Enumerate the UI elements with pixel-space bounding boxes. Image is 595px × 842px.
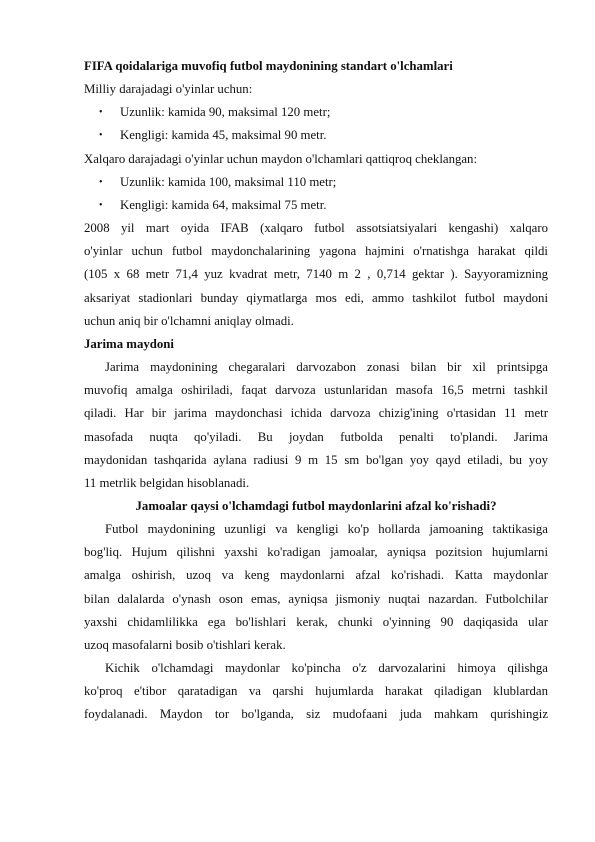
list-item-text: Kengligi: kamida 45, maksimal 90 metr. — [120, 128, 327, 143]
list-item-text: Kengligi: kamida 64, maksimal 75 metr. — [120, 197, 327, 212]
paragraph-tactics — [84, 518, 548, 657]
paragraph-line: yaxshi chidamlilikka ega bo'lishlari kerak, chunki o'yinning 90 daqiqasida ular — [84, 614, 548, 629]
paragraph-line: qiladi. Har bir jarima maydonchasi ichida darvoza chizig'ining o'rtasidan 11 metr — [84, 406, 548, 421]
paragraph-line: o'yinlar uchun futbol maydonchalarining yagona hajmini o'rnatishga harakat qildi — [84, 244, 548, 259]
paragraph-line: Jarima maydonining chegaralari darvozabon zonasi bilan bir xil printsipga — [105, 360, 548, 375]
document-page — [84, 55, 548, 727]
bullet-icon: • — [99, 176, 103, 188]
list-item — [84, 194, 548, 217]
paragraph-line: amalga oshirish, uzoq va keng maydonlarni afzal ko'rishadi. Katta maydonlar — [84, 568, 548, 583]
paragraph-line: aksariyat stadionlari bunday qiymatlarga mos edi, ammo tashkilot futbol maydoni — [84, 290, 548, 305]
list-item-text: Uzunlik: kamida 90, maksimal 120 metr; — [120, 105, 331, 120]
list-item-text: Uzunlik: kamida 100, maksimal 110 metr; — [120, 174, 337, 189]
paragraph-line: muvofiq amalga oshiriladi, faqat darvoza ustunlaridan masofa 16,5 metrni tashkil — [84, 383, 548, 398]
bullet-icon: • — [99, 107, 103, 119]
international-matches-label: Xalqaro darajadagi o'yinlar uchun maydon o'lchamlari qattiqroq cheklangan: — [84, 151, 477, 166]
paragraph-line: Futbol maydonining uzunligi va kengligi ko'p hollarda jamoaning taktikasiga — [105, 522, 548, 537]
paragraph-line: uzoq masofalarni bosib o'tishlari kerak. — [84, 637, 286, 652]
paragraph-line: 11 metrlik belgidan hisoblanadi. — [84, 475, 250, 490]
international-dimensions-list — [84, 171, 548, 217]
bullet-icon: • — [99, 130, 103, 142]
list-item — [84, 171, 548, 194]
section-heading-penalty-area: Jarima maydoni — [84, 336, 174, 351]
paragraph-line: ko'proq e'tibor qaratadigan va qarshi hujumlarda harakat qiladigan klublardan — [84, 684, 548, 699]
list-item — [84, 124, 548, 147]
paragraph-line: bilan dalalarda o'ynash oson emas, ayniqsa jismoniy nuqtai nazardan. Futbolchilar — [84, 591, 548, 606]
paragraph-penalty-area — [84, 356, 548, 495]
section-heading-preferred-sizes: Jamoalar qaysi o'lchamdagi futbol maydonlarini afzal ko'rishadi? — [135, 498, 497, 513]
bullet-icon: • — [99, 199, 103, 211]
list-item — [84, 101, 548, 124]
paragraph-small-fields — [84, 657, 548, 726]
national-dimensions-list — [84, 101, 548, 147]
paragraph-line: (105 x 68 metr 71,4 yuz kvadrat metr, 7140 m 2 , 0,714 gektar ). Sayyoramizning — [84, 267, 548, 282]
national-matches-label: Milliy darajadagi o'yinlar uchun: — [84, 82, 253, 97]
paragraph-line: bog'liq. Hujum qilishni yaxshi ko'radigan jamoalar, ayniqsa pozitsion hujumlarni — [84, 545, 548, 560]
paragraph-line: maydonidan tashqarida aylana radiusi 9 m 15 sm bo'lgan yoy qayd etiladi, bu yoy — [84, 452, 548, 467]
paragraph-line: Kichik o'lchamdagi maydonlar ko'pincha o'z darvozalarini himoya qilishga — [105, 661, 548, 676]
section-heading-standard-dimensions: FIFA qoidalariga muvofiq futbol maydonining standart o'lchamlari — [84, 59, 453, 73]
paragraph-line: foydalanadi. Maydon tor bo'lganda, siz mudofaani juda mahkam qurishingiz — [84, 707, 548, 722]
paragraph-line: uchun aniq bir o'lchamni aniqlay olmadi. — [84, 313, 294, 328]
paragraph-line: masofada nuqta qo'yiladi. Bu joydan futbolda penalti to'plandi. Jarima — [84, 429, 548, 444]
paragraph-line: 2008 yil mart oyida IFAB (xalqaro futbol assotsiatsiyalari kengashi) xalqaro — [84, 221, 548, 236]
paragraph-ifab-2008 — [84, 217, 548, 333]
